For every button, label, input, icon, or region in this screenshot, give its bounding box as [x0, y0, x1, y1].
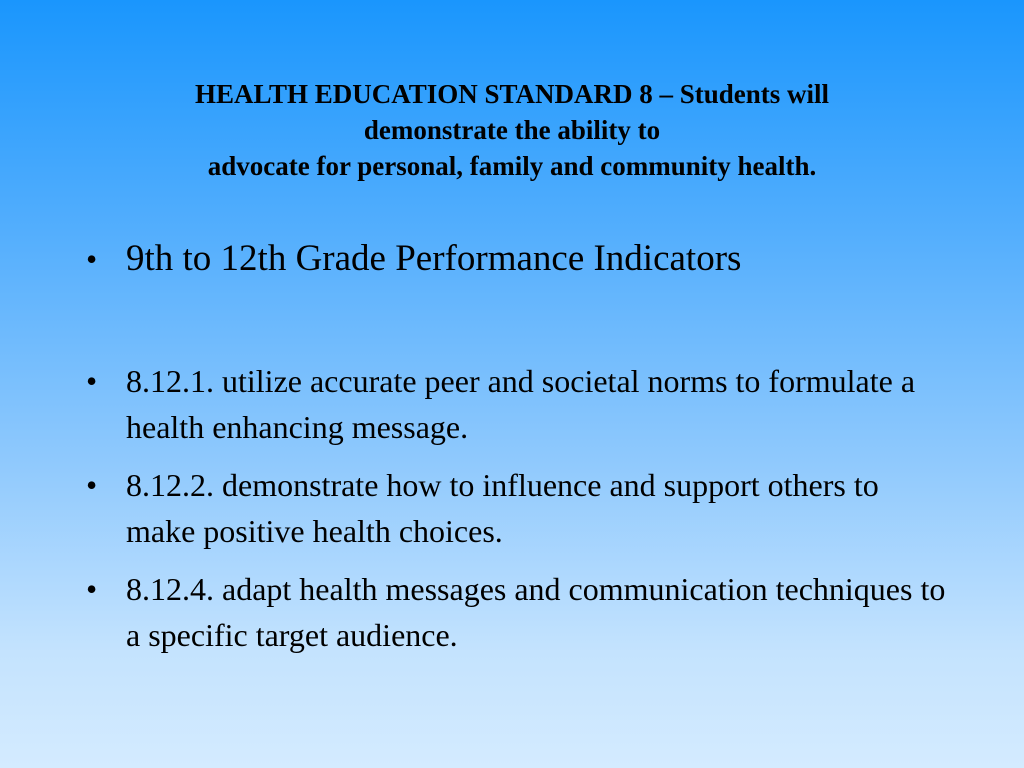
bullet-item-8-12-4: [86, 566, 946, 658]
bullet-text: 9th to 12th Grade Performance Indicators: [126, 238, 742, 279]
bullet-dot-icon: •: [86, 363, 98, 399]
bullet-text: 8.12.1. utilize accurate peer and societal norms to formulate a health enhancing message.: [126, 363, 916, 445]
slide-title-line-2: demonstrate the ability to: [363, 115, 661, 145]
bullet-item-8-12-2: [86, 462, 946, 554]
bullet-dot-icon: •: [86, 467, 98, 503]
slide-title: [60, 76, 964, 184]
slide-title-line-1: HEALTH EDUCATION STANDARD 8 – Students will: [194, 79, 830, 109]
bullet-item-8-12-1: [86, 358, 946, 450]
bullet-item-grade-indicators: [86, 234, 946, 284]
bullet-dot-icon: •: [86, 571, 98, 607]
slide-title-line-3: advocate for personal, family and community health.: [207, 151, 817, 181]
bullet-text: 8.12.4. adapt health messages and communication techniques to a specific target audience.: [126, 571, 946, 653]
bullet-list: [86, 234, 946, 658]
bullet-text: 8.12.2. demonstrate how to influence and support others to make positive health choices.: [126, 467, 879, 549]
bullet-dot-icon: •: [86, 241, 98, 277]
